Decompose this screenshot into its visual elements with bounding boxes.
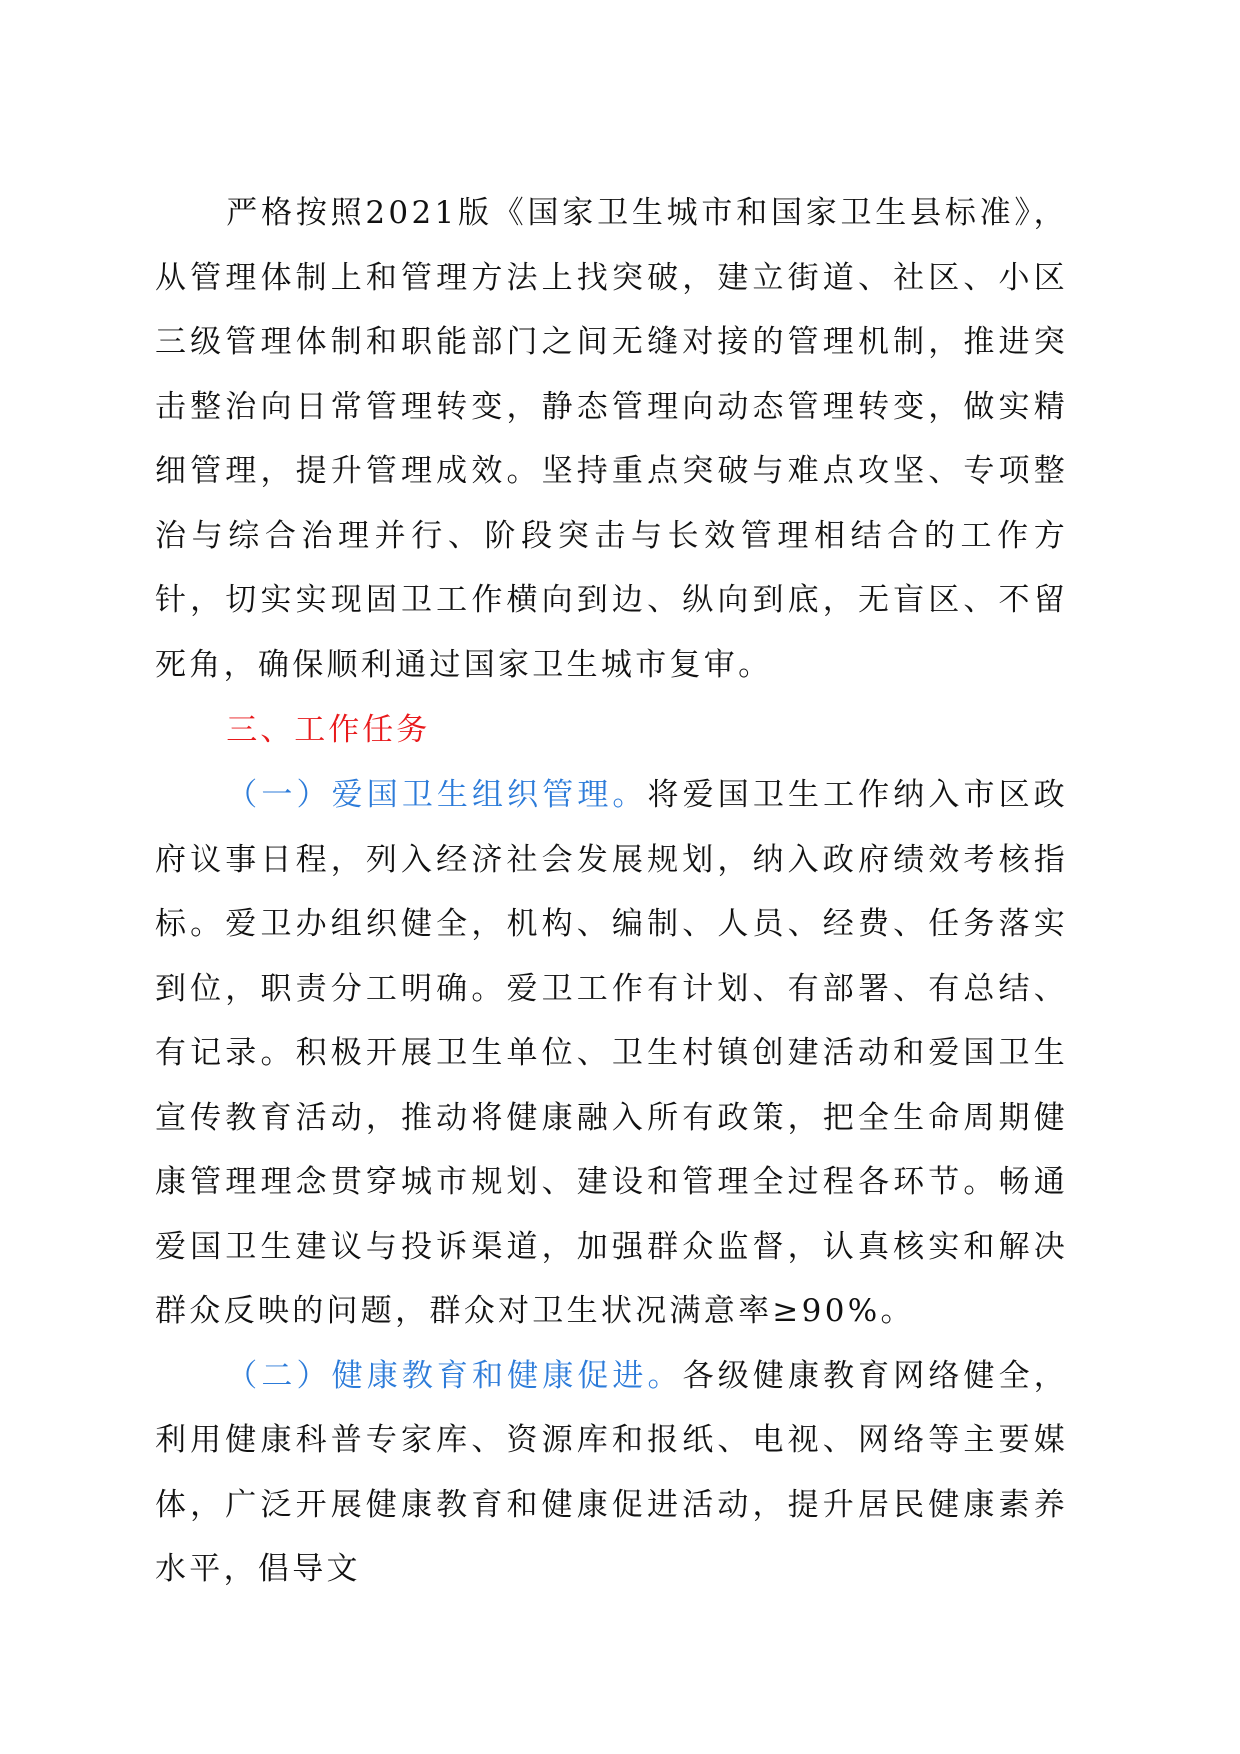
- paragraph-health-education: [155, 1344, 1068, 1602]
- subsection-lead-patriotic-health: （一）爱国卫生组织管理。: [226, 777, 648, 813]
- paragraph-patriotic-health-text: 将爱国卫生工作纳入市区政府议事日程，列入经济社会发展规划，纳入政府绩效考核指标。爱卫办组织健全，机构、编制、人员、经费、任务落实到位，职责分工明确。爱卫工作有计划、有部署、有总结、有记录。积极开展卫生单位、卫生村镇创建活动和爱国卫生宣传教育活动，推动将健康融入所有政策，把全生命周期健康管理理念贯穿城市规划、建设和管理全过程各环节。畅通爱国卫生建议与投诉渠道，加强群众监督，认真核实和解决群众反映的问题，群众对卫生状况满意率≥90%。: [155, 777, 1068, 1329]
- paragraph-health-education-text: 各级健康教育网络健全，利用健康科普专家库、资源库和报纸、电视、网络等主要媒体，广泛开展健康教育和健康促进活动，提升居民健康素养水平，倡导文: [155, 1357, 1068, 1587]
- paragraph-standards: [155, 181, 1068, 697]
- document-body: [155, 181, 1068, 1602]
- paragraph-patriotic-health: [155, 763, 1068, 1344]
- section-heading-work-tasks: 三、工作任务: [226, 712, 431, 748]
- subsection-lead-health-education: （二）健康教育和健康促进。: [226, 1357, 683, 1394]
- paragraph-standards-text: 严格按照2021版《国家卫生城市和国家卫生县标准》，从管理体制上和管理方法上找突破，建立街道、社区、小区三级管理体制和职能部门之间无缝对接的管理机制，推进突击整治向日常管理转变，静态管理向动态管理转变，做实精细管理，提升管理成效。坚持重点突破与难点攻坚、专项整治与综合治理并行、阶段突击与长效管理相结合的工作方针，切实实现固卫工作横向到边、纵向到底，无盲区、不留死角，确保顺利通过国家卫生城市复审。: [155, 195, 1068, 683]
